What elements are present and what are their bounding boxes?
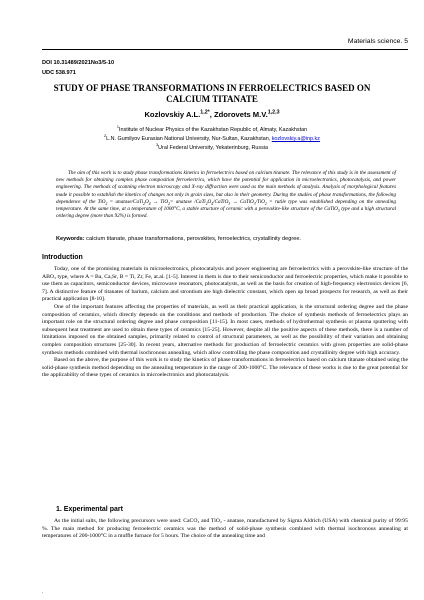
author-2-affil: 1,2,3	[267, 109, 280, 116]
affiliation-3	[42, 144, 382, 152]
doi: DOI 10.31489/2021No3/5-10	[42, 60, 115, 66]
keywords-text: calcium titanate, phase transformations, perovskites, ferroelectrics, crystallinity degree.	[84, 236, 301, 242]
affiliation-3-text: Ural Federal University, Yekaterinburg, Russia	[158, 145, 268, 151]
abstract-text-3: O	[144, 198, 149, 205]
abstract-text-9: /TiO	[255, 198, 265, 205]
abstract-text-1: The aim of this work is to study phase transformations kinetics in ferroelectrics based on calcium titanate. The relevance of this study is in the assessment of new methods for obtaining complex phase composition ferroelectrics, which have the potential for application in microelectronics, photocatalysis, and power engineering. The methods of scanning electron microscopy and X-ray diffraction were used as the main methods of analysis. Analysis of morphological features made it possible to establish the kinetics of changes not only in grain sizes, but also in their geometry. During the studies of phase transformations, the following dependence of the TiO	[56, 170, 396, 205]
affiliation-3-mark: 3	[156, 143, 159, 148]
intro-paragraph-3: Based on the above, the purpose of this work is to study the kinetics of phase transformations in ferroelectrics based on calcium titanate obtained using the solid-phase synthesis method depending on the annealing temperature in the range of 200-1000°C. The relevance of these works is due to the great potential for the applicability of these types of ceramics in microelectronics and photocatalysis.	[42, 357, 408, 379]
experimental-body	[42, 518, 408, 541]
header-rule	[42, 49, 408, 50]
intro-paragraph-2: One of the important features affecting the properties of materials, as well as their practical application, is the structural ordering degree and the phase composition of ceramics, which directly depends on the conditions and methods of production. The choice of synthesis methods of ferroelectrics plays an important role on the structural ordering degree and phase composition [11-15]. In most cases, methods of hydrothermal synthesis or plasma sputtering with subsequent heat treatment are used to obtain these types of ceramics [15-25]. However, despite all the positive aspects of these methods, there is a number of limitations imposed on the obtained samples, primarily related to control of structural parameters, as well as the possibility of their variation and obtaining complex composition structures [25-30]. In recent years, alternative methods for production of ferroelectric ceramics with given properties are solid-phase synthesis methods combined with thermal isochronous annealing, which allow controlling the phase composition and crystallinity degree with high accuracy.	[42, 303, 408, 356]
author-separator: ,	[209, 110, 214, 119]
experimental-paragraph-1: As the initial salts, the following precursors were used: CaCO₃ and TiO₂ - anatase, manufactured by Sigma Aldrich (USA) with chemical purity of 99:95 %. The main method for producing ferroelectric ceramics was the method of solid-phase synthesis combined with thermal isochronous annealing at temperatures of 200-1000°C in a muffle furnace for 5 hours. The choice of the annealing time and	[42, 518, 408, 540]
abstract-text-10: = rutile type was established depending on the annealing temperature. At the same time, at a temperature of 1000°C, a stable structure of ceramic with a perovskite-like structure of the CaTiO	[56, 198, 396, 213]
udc: UDC 538.971	[42, 70, 76, 76]
author-2: Zdorovets M.V.	[213, 110, 268, 119]
abstract-text-5: = anatase /CaTi	[169, 198, 206, 205]
section-heading-introduction: Introduction	[42, 254, 83, 261]
affiliation-1-text: Institute of Nuclear Physics of the Kazakhstan Republic of, Almaty, Kazakhstan	[119, 127, 308, 133]
abstract-text-8: → CaTiO	[230, 198, 254, 205]
affiliation-1	[42, 126, 382, 134]
author-1: Kozlovskiy A.L.	[144, 110, 201, 119]
intro-paragraph-1: Today, one of the promising materials in microelectronics, photocatalysis and power engineering are ferroelectrics with a perovskite-like structure of the ABO₃ type, where A = Ba, Ca,Sr, B = Ti, Zr, Fe, at.al. [1-5]. Interest in them is due to their semiconductor and ferroelectric properties, which make it possible to use them as capacitors, semiconductor devices, microwave resonators, photocatalysts, as well as the basis for creation of high-frequency electronics devices [6, 7]. A distinctive feature of titanates of barium, calcium and strontium are high dielectric constant, which open up broad prospects for research, as well as their practical application [8-10].	[42, 266, 408, 303]
author-1-affil: 1,2*	[200, 109, 210, 116]
abstract-text-6: O	[207, 198, 212, 205]
affiliation-2	[42, 135, 382, 143]
introduction-body	[42, 266, 408, 380]
paper-title: STUDY OF PHASE TRANSFORMATIONS IN FERROELECTRICS BASED ON CALCIUM TITANATE	[53, 83, 371, 104]
abstract-text-2: = anatase/CaTi	[107, 198, 144, 205]
section-heading-experimental: 1. Experimental part	[56, 506, 123, 513]
footer-mark: .	[42, 590, 44, 595]
abstract-text-7: /CaTiO	[213, 198, 229, 205]
affiliation-2-text: L.N. Gumilyov Eurasian National University, Nur-Sultan, Kazakhstan,	[106, 136, 272, 142]
running-header: Materials science. 5	[347, 38, 408, 45]
keywords-label: Keywords:	[56, 236, 85, 242]
abstract: The aim of this work is to study phase transformations kinetics in ferroelectrics based on calcium titanate. The relevance of this study is in the assessment of new methods for obtaining complex phase composition ferroelectrics, which have the potential for application in microelectronics, photocatalysis, and power engineering. The methods of scanning electron microscopy and X-ray diffraction were used as the main methods of analysis. Analysis of morphological features made it possible to establish the kinetics of changes not only in grain sizes, but also in their geometry. During the studies of phase transformations, the following dependence of the TiO$_2$ = anatase/$CaTi_2O_4 \to TiO_2=$ anatase $/CaTi_2O_4/CaTiO_3$ → CaTiO$_3$/TiO$_2$ = rutile type was established depending on the annealing temperature. At the same time, at a temperature of 1000°C, a stable structure of ceramic with a perovskite-like structure of the CaTiO$_3$ type and a high structural ordering degree (more than 92%) is formed.	[56, 170, 397, 220]
abstract-text-4: → TiO	[150, 198, 169, 205]
affiliation-1-mark: 1	[116, 125, 120, 130]
author-list	[42, 110, 382, 119]
keywords	[56, 236, 396, 242]
affiliation-2-mark: 2	[104, 134, 107, 139]
email-link[interactable]: kozlovskiy.a@inp.kz	[271, 136, 320, 142]
abstract-text-11: type and a high structural ordering degree (more than 92%) is formed.	[56, 206, 397, 220]
